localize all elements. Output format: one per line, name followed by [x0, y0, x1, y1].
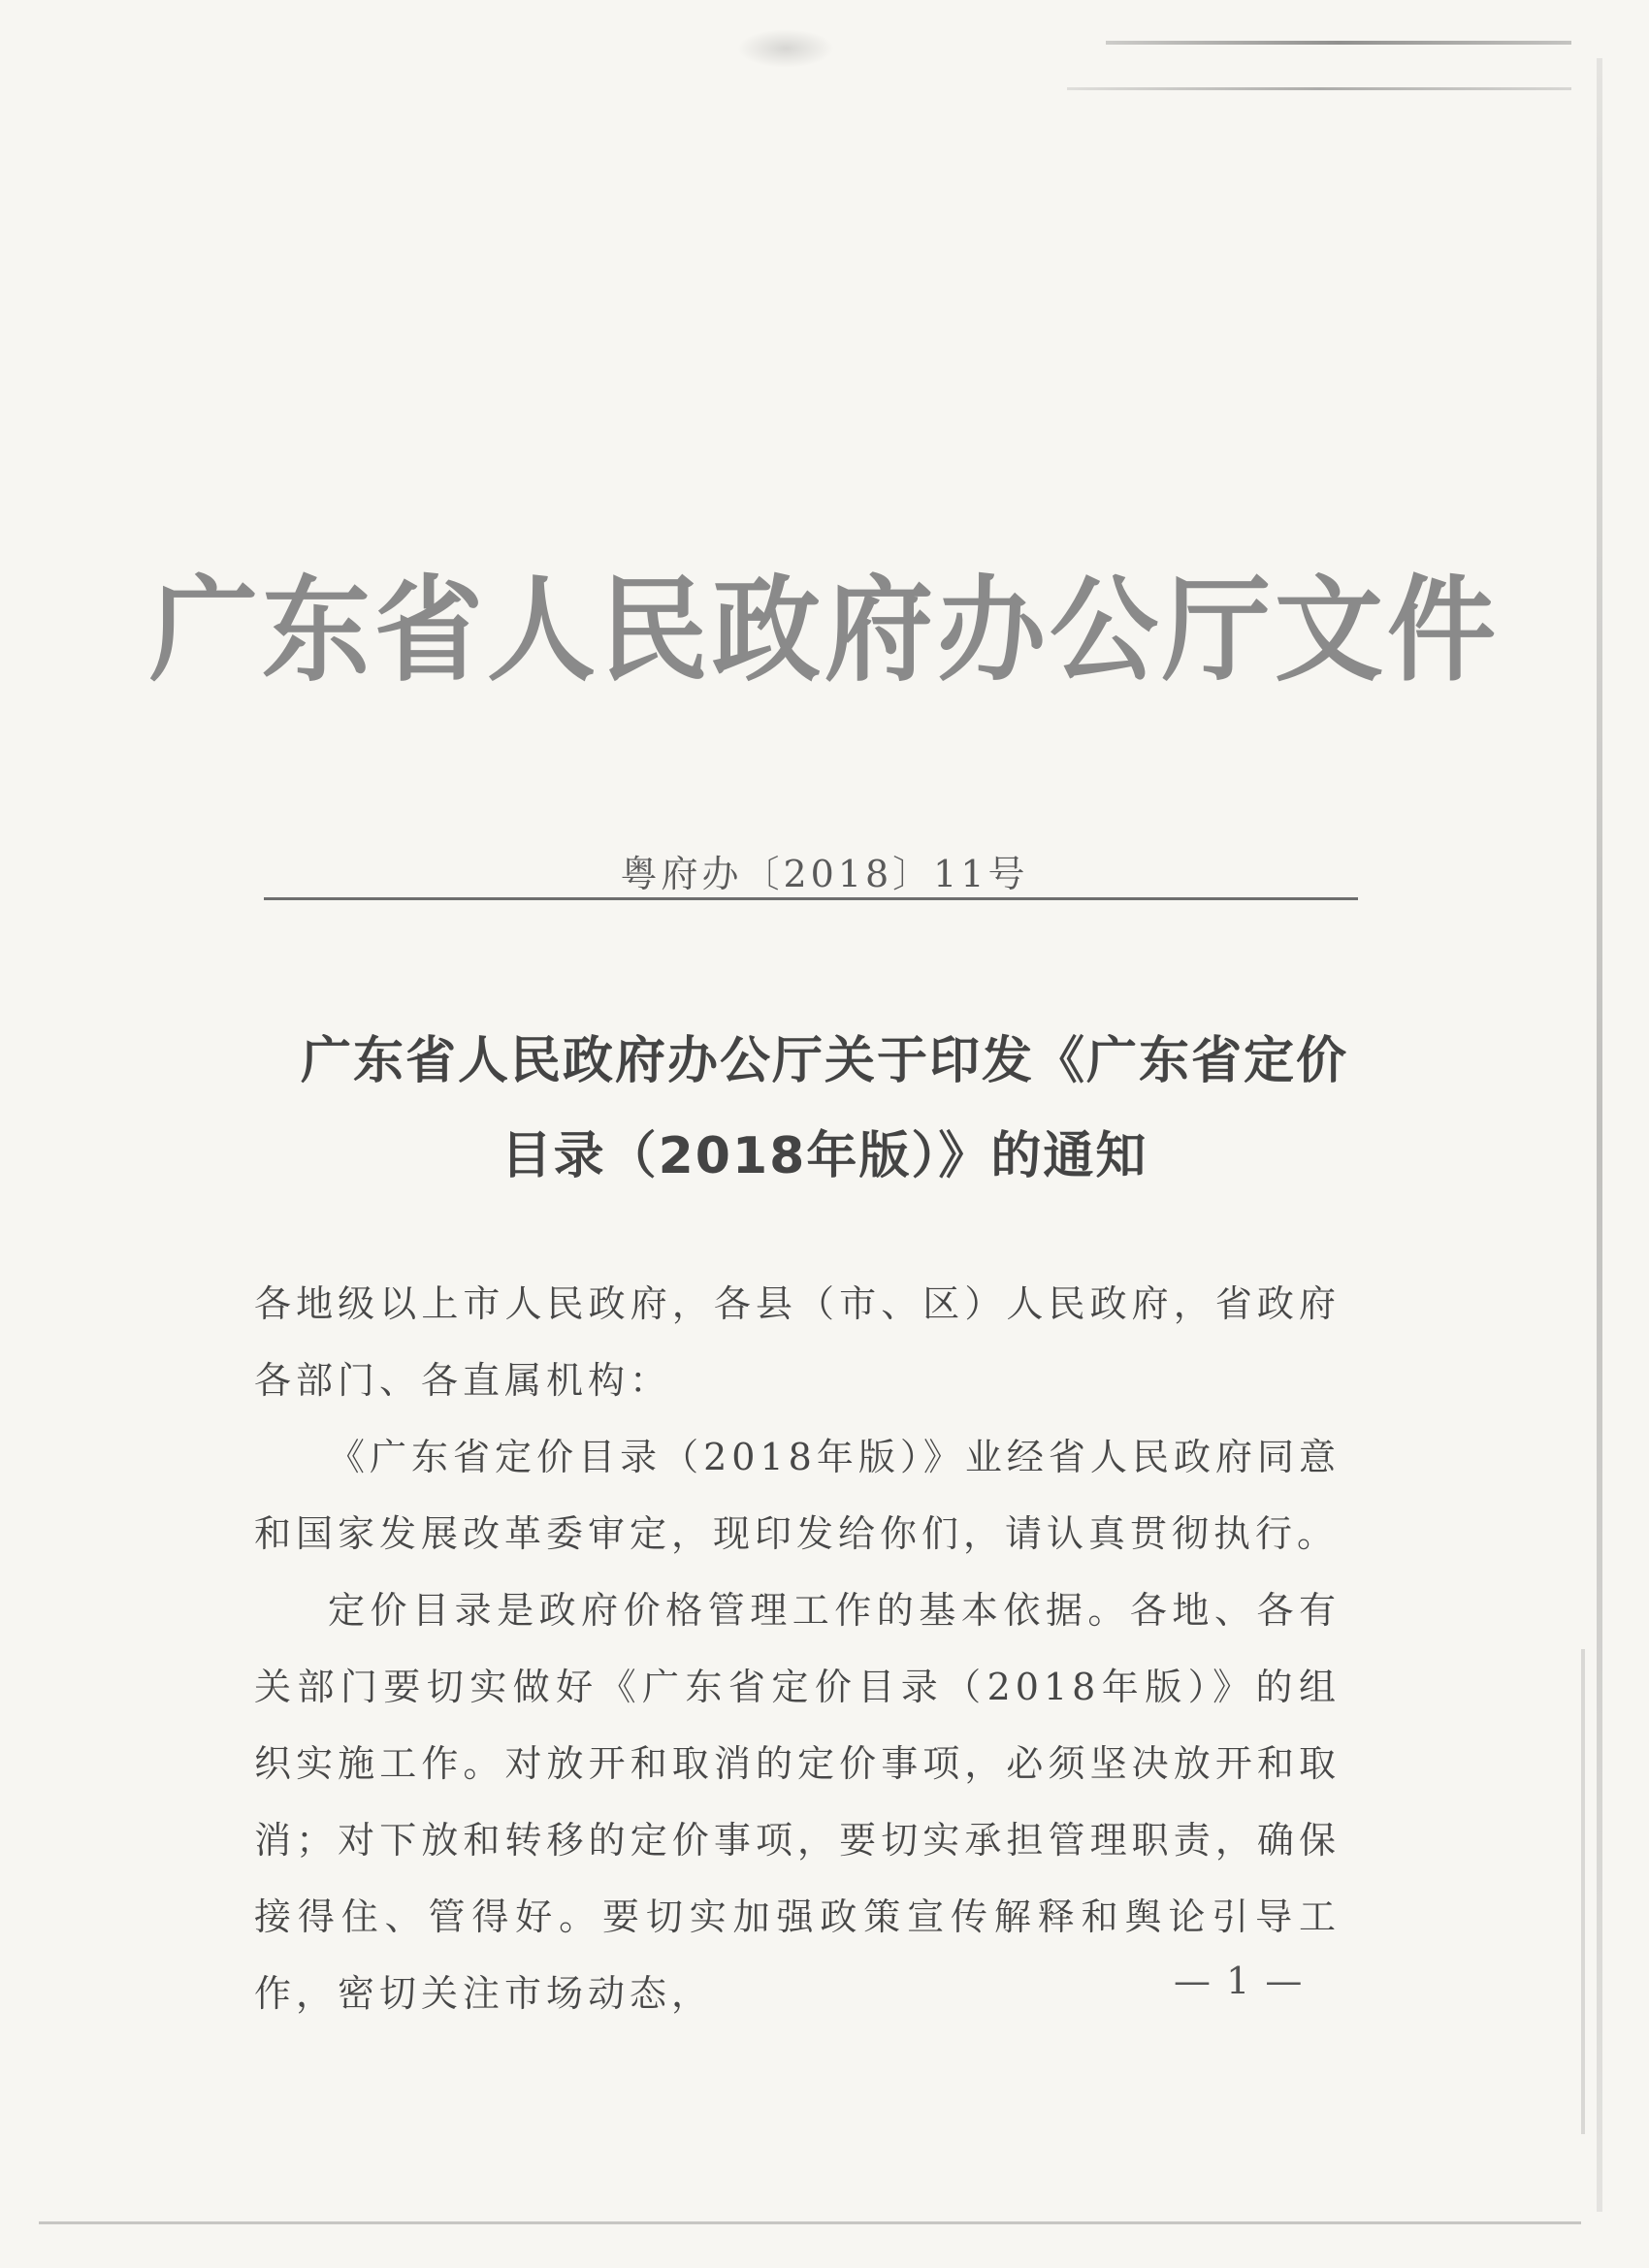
scan-artifact-smudge — [737, 29, 834, 68]
document-number: 粤府办〔2018〕11号 — [620, 853, 1029, 895]
notice-title-line-2: 目录（2018年版）》的通知 — [501, 1127, 1148, 1185]
scan-artifact-top-line — [1106, 41, 1571, 45]
notice-title — [194, 1014, 1455, 1204]
header-separator — [264, 897, 1358, 900]
notice-body — [254, 1266, 1341, 2032]
issuer-title: 广东省人民政府办公厅文件 — [149, 565, 1500, 697]
scan-artifact-bottom-line — [39, 2221, 1581, 2224]
addressee: 各地级以上市人民政府，各县（市、区）人民政府，省政府各部门、各直属机构： — [254, 1282, 1341, 1402]
notice-title-line-1: 广东省人民政府办公厅关于印发《广东省定价 — [300, 1032, 1348, 1090]
scan-artifact-right-edge-2 — [1581, 1649, 1585, 2134]
paragraph-1: 《广东省定价目录（2018年版）》业经省人民政府同意和国家发展改革委审定，现印发给你们，请认真贯彻执行。 — [254, 1436, 1341, 1555]
scan-artifact-top-line-2 — [1067, 87, 1571, 90]
paragraph-2: 定价目录是政府价格管理工作的基本依据。各地、各有关部门要切实做好《广东省定价目录（2018年版）》的组织实施工作。对放开和取消的定价事项，必须坚决放开和取消；对下放和转移的定价事项，要切实承担管理职责，确保接得住、管得好。要切实加强政策宣传解释和舆论引导工作，密切关注市场动态， — [254, 1589, 1341, 2015]
scan-artifact-right-edge — [1597, 58, 1602, 2212]
page-number: — 1 — — [1174, 1960, 1305, 2002]
